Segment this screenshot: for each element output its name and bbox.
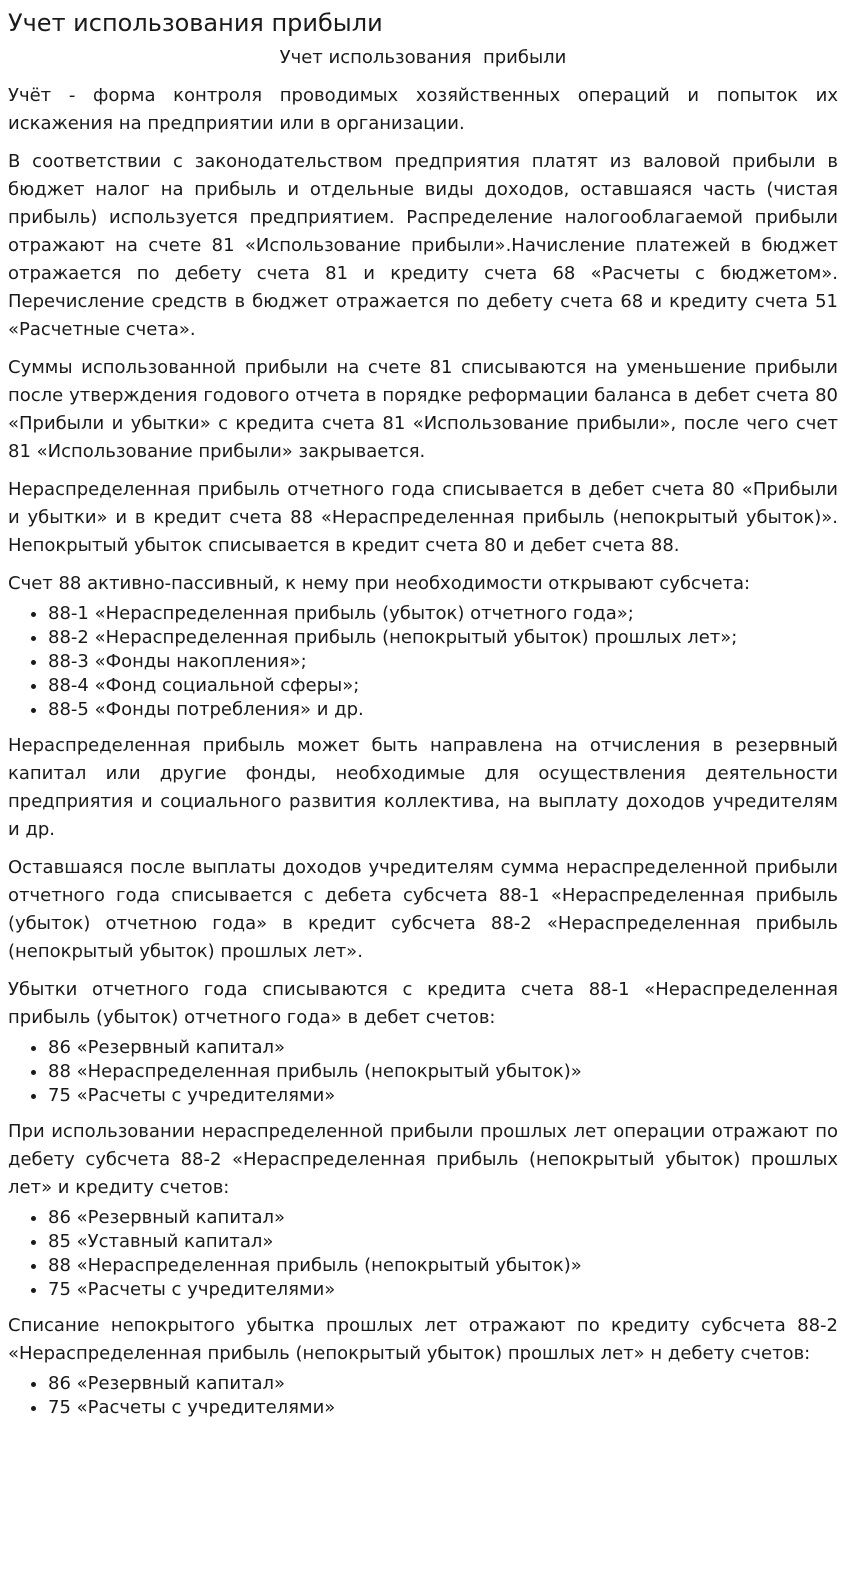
subaccounts-list [8, 602, 838, 722]
list-item: • 88-5 «Фонды потребления» и др. [48, 698, 838, 722]
list-item: • 75 «Расчеты с учредителями» [48, 1278, 838, 1302]
writeoff-debit-accounts-list [8, 1372, 838, 1420]
list-item: • 86 «Резервный капитал» [48, 1206, 838, 1230]
paragraph-remaining-amount: Оставшаяся после выплаты доходов учредителям сумма нераспределенной прибыли отчетного года списывается с дебета субсчета 88-1 «Нераспределенная прибыль (убыток) отчетною года» в кредит субсчета 88-2 «Нераспределенная прибыль (непокрытый убыток) прошлых лет». [8, 857, 838, 962]
list-item: • 88 «Нераспределенная прибыль (непокрытый убыток)» [48, 1254, 838, 1278]
list-item: • 85 «Уставный капитал» [48, 1230, 838, 1254]
paragraph-subaccounts-intro: Счет 88 активно-пассивный, к нему при необходимости открывают субсчета: [8, 573, 751, 594]
list-item: • 88-3 «Фонды накопления»; [48, 650, 838, 674]
prior-years-credit-accounts-list [8, 1206, 838, 1302]
paragraph-definition: Учёт - форма контроля проводимых хозяйственных операций и попыток их искажения на предприятии или в организации. [8, 85, 838, 134]
document-heading: Учет использования прибыли [279, 47, 567, 68]
list-item: • 75 «Расчеты с учредителями» [48, 1084, 838, 1108]
paragraph-legislation: В соответствии с законодательством предприятия платят из валовой прибыли в бюджет налог на прибыль и отдельные виды доходов, оставшаяся часть (чистая прибыль) используется предприятием. Распределение налогооблагаемой прибыли отражают на счете 81 «Использование прибыли».Начисление платежей в бюджет отражается по дебету счета 81 и кредиту счета 68 «Расчеты с бюджетом». Перечисление средств в бюджет отражается по дебету счета 68 и кредиту счета 51 «Расчетные счета». [8, 151, 838, 340]
list-item: • 86 «Резервный капитал» [48, 1036, 838, 1060]
list-item: • 88-2 «Нераспределенная прибыль (непокрытый убыток) прошлых лет»; [48, 626, 838, 650]
page-title: Учет использования прибыли [8, 9, 383, 37]
paragraph-prior-years-use: При использовании нераспределенной прибыли прошлых лет операции отражают по дебету субсчета 88-2 «Нераспределенная прибыль (непокрытый убыток) прошлых лет» и кредиту счетов: [8, 1121, 838, 1198]
paragraph-allocation: Нераспределенная прибыль может быть направлена на отчисления в резервный капитал или другие фонды, необходимые для осуществления деятельности предприятия и социального развития коллектива, на выплату доходов учредителям и др. [8, 735, 838, 840]
paragraph-used-profit: Суммы использованной прибыли на счете 81 списываются на уменьшение прибыли после утверждения годового отчета в порядке реформации баланса в дебет счета 80 «Прибыли и убытки» с кредита счета 81 «Использование прибыли», после чего счет 81 «Использование прибыли» закрывается. [8, 357, 838, 462]
paragraph-retained-earnings: Нераспределенная прибыль отчетного года списывается в дебет счета 80 «Прибыли и убытки» и в кредит счета 88 «Нераспределенная прибыль (непокрытый убыток)». Непокрытый убыток списывается в кредит счета 80 и дебет счета 88. [8, 479, 838, 556]
list-item: • 75 «Расчеты с учредителями» [48, 1396, 838, 1420]
list-item: • 88-1 «Нераспределенная прибыль (убыток) отчетного года»; [48, 602, 838, 626]
paragraph-loss-writeoff: Списание непокрытого убытка прошлых лет отражают по кредиту субсчета 88-2 «Нераспределенная прибыль (непокрытый убыток) прошлых лет» н дебету счетов: [8, 1315, 838, 1364]
list-item: • 88 «Нераспределенная прибыль (непокрытый убыток)» [48, 1060, 838, 1084]
paragraph-losses: Убытки отчетного года списываются с кредита счета 88-1 «Нераспределенная прибыль (убыток) отчетного года» в дебет счетов: [8, 979, 838, 1028]
loss-debit-accounts-list [8, 1036, 838, 1108]
list-item: • 88-4 «Фонд социальной сферы»; [48, 674, 838, 698]
list-item: • 86 «Резервный капитал» [48, 1372, 838, 1396]
